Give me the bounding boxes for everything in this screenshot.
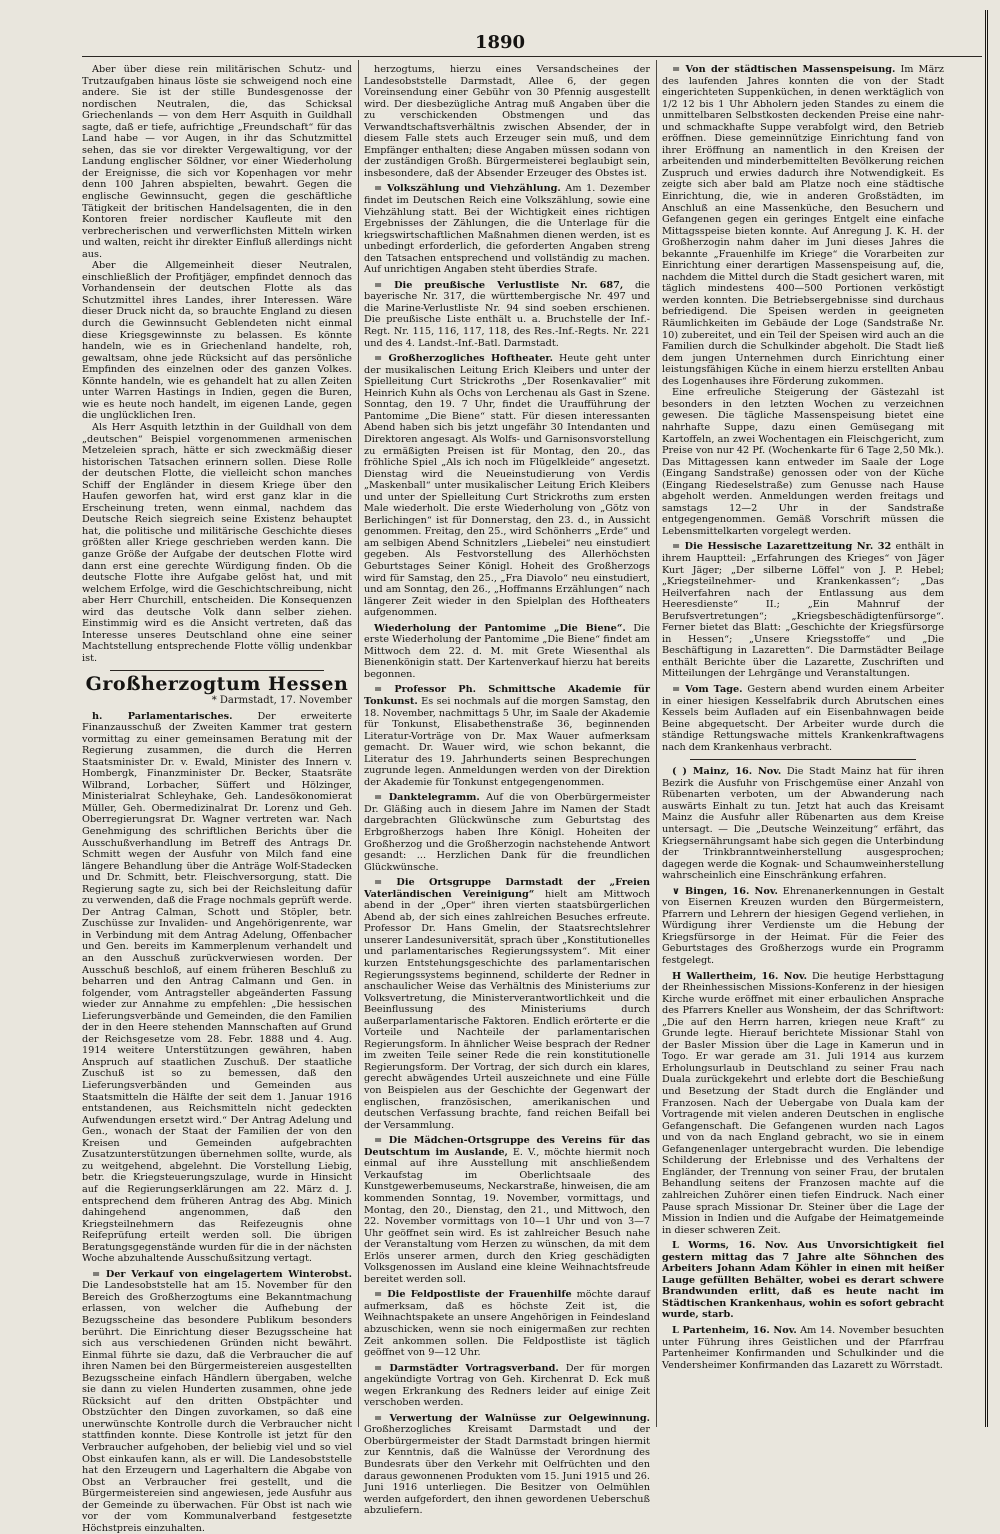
item-heading: = Von der städtischen Massenspeisung. (672, 64, 896, 75)
item-body: Im März des laufenden Jahres konnten die von der Stadt eingerichteten Suppenküchen, in denen werktäglich von 1/2 12 bis 1 Uhr Abholern jeden Standes zu einem die unmittelbaren Selbstkosten deckenden Preise eine nahr- und schmackhafte Suppe verabfolgt wird, den Betrieb eröffnen. Diese gemeinnützige Einrichtung fand von ihrer Eröffnung an namentlich in den Kreisen der arbeitenden und minderbemittelten Bevölkerung reichen Zuspruch und erwies dadurch ihre Notwendigkeit. Es zeigte sich aber bald am Platze noch eine städtische Einrichtung, die, wie in anderen Großstädten, im Anschluß an eine Massenküche, den Besuchern und Gefangenen gegen ein geringes Entgelt eine einfache Mittagsspeise bieten konnte. Auf Anregung J. K. H. der Großherzogin nahm daher im Juni dieses Jahres die bekannte „Frauenhilfe im Kriege“ die Vorarbeiten zur Einrichtung einer derartigen Massenspeisung auf, die, nachdem die Mittel durch die Stadt gesichert waren, mit täglich mindestens 400—500 Portionen verköstigt werden konnten. Die Betriebsergebnisse sind durchaus befriedigend. Die Speisen werden in geeigneten Räumlichkeiten im Gebäude der Loge (Sandstraße Nr. 10) zubereitet, und ein Teil der Speisen wird auch an die Familien durch die Schulkinder abgeholt. Die Stadt ließ dem jungen Unternehmen durch Einrichtung einer leistungsfähigen Küche in einem hierzu erstellten Anbau des Logenhauses ihre Förderung zukommen. (662, 64, 944, 387)
item-body: Die heutige Herbsttagung der Rheinhessischen Missions-Konferenz in der hiesigen Kirche wurde eröffnet mit einer erbaulichen Ansprache des Pfarrers Kneller aus Wonsheim, der das Schriftwort: „Die auf den Herrn harren, kriegen neue Kraft“ zu Grunde legte. Hierauf berichtete Missionar Stahl von der Basler Mission über die Lage in Kamerun und in Togo. Er war gerade am 31. Juli 1914 aus kurzem Erholungsurlaub in Deutschland zu seiner Frau nach Duala zurückgekehrt und erlebte dort die Beschießung und Besetzung der Stadt durch die Engländer und Franzosen. Nach der Uebergabe von Duala kam der Vortragende mit vielen anderen Deutschen in englische Gefangenschaft. Die Gefangenen wurden nach Lagos und von da nach England gebracht, wo sie in einem Gefangenenlager untergebracht wurden. Die lebendige Schilderung der Erlebnisse und des Verhaltens der Engländer, der Trennung von seiner Frau, der brutalen Behandlung seitens der Franzosen machte auf die zahlreichen Zuhörer einen tiefen Eindruck. Nach einer Pause sprach Missionar Dr. Steiner über die Lage der Mission in Indien und die Aufgabe der Heimatgemeinde in dieser schweren Zeit. (662, 970, 944, 1236)
item-heading: = Der Verkauf von eingelagertem Winterobst. (92, 1268, 352, 1280)
news-item (662, 886, 944, 967)
item-heading: L Partenheim, 16. Nov. (672, 1324, 797, 1336)
page-edge-border (985, 10, 988, 1427)
item-body: Der für morgen angekündigte Vortrag von Geh. Kirchenrat D. Eck muß wegen Erkrankung des Redners leider auf einige Zeit verschoben werden. (364, 1362, 650, 1409)
item-body: Großherzogliches Kreisamt Darmstadt und der Oberbürgermeister der Stadt Darmstadt bringen hiermit zur Kenntnis, daß die Walnüsse der Verordnung des Bundesrats über den Verkehr mit Oelfrüchten und den daraus gewonnenen Produkten vom 15. Juni 1915 und 26. Juni 1916 unterliegen. Die Besitzer von Oelmühlen werden aufgefordert, den ihnen gewordenen Ueberschuß abzuliefern. (364, 1424, 650, 1517)
news-item (364, 792, 650, 873)
news-item (662, 1240, 944, 1321)
item-body: Am 14. November besuchten unter Führung ihres Geistlichen und der Pfarrfrau Partenheimer Konfirmanden und Schulkinder und die Vendersheimer Konfirmanden das Lazarett zu Wörrstadt. (662, 1324, 944, 1371)
item-body: Ehrenanerkennungen in Gestalt von Eisernen Kreuzen wurden den Bürgermeistern, Pfarrern und Lehrern der hiesigen Gegend verliehen, in Würdigung ihrer Verdienste um die Hebung der Kriegsfürsorge in der Heimat. Für die Feier des Geburtstages des Großherzogs wurde ein Programm festgelegt. (662, 885, 944, 967)
item-body: hielt am Mittwoch abend in der „Oper“ ihren vierten staatsbürgerlichen Abend ab, der sich eines zahlreichen Besuches erfreute. Professor Dr. Hans Gmelin, der Staatsrechtslehrer unserer Landesuniversität, sprach über „Konstitutionelles und parlamentarisches Regierungssystem“. Mit einer kurzen Entstehungsgeschichte des parlamentarischen Regierungssystems beginnend, schilderte der Redner in anschaulicher Weise das Verhältnis des Ministeriums zur Volksvertretung, die Ministerverantwortlichkeit und die Beeinflussung des Ministeriums durch außerparlamentarische Faktoren. Endlich erörterte er die Vorteile und Nachteile der parlamentarischen Regierungsform. In ähnlicher Weise besprach der Redner im zweiten Teile seiner Rede die rein konstitutionelle Regierungsform. Der Vortrag, der sich durch ein klares, gerecht abwägendes Urteil auszeichnete und eine Fülle von Beispielen aus der Geschichte der Gegenwart der englischen, französischen, amerikanischen und deutschen Verfassung brachte, fand reichen Beifall bei der Versammlung. (364, 888, 650, 1131)
item-heading: = Volkszählung und Viehzählung. (374, 183, 561, 195)
news-item (364, 280, 650, 349)
news-item (364, 623, 650, 681)
news-item (82, 1269, 352, 1534)
item-body: E. V., möchte hiermit noch einmal auf ihre Ausstellung mit anschließendem Verkaufstag im Oberlichtsaale des Kunstgewerbemuseums, Neckarstraße, hinweisen, die am kommenden Sonntag, 19. November, vormittags, und Montag, den 20., Dienstag, den 21., und Mittwoch, den 22. November vormittags von 10—1 Uhr und von 3—7 Uhr geöffnet sein wird. Es ist zahlreicher Besuch nahe der Veranstaltung vom Herzen zu wünschen, da mit dem Erlös unserer armen, durch den Krieg geschädigten Volksgenossen im Ausland eine kleine Weihnachtsfreude bereitet werden soll. (364, 1146, 650, 1285)
item-heading: = Die Hessische Lazarettzeitung Nr. 32 (672, 541, 892, 553)
item-heading: Wiederholung der Pantomime „Die Biene“. (374, 622, 626, 634)
item-heading: = Die Mädchen-Ortsgruppe des Vereins für das Deutschtum im Auslande, (364, 1135, 650, 1158)
news-item (364, 183, 650, 275)
article-paragraph: Als Herr Asquith letzthin in der Guildhall von dem „deutschen“ Beispiel vorgenommenen armenischen Metzeleien sprach, hätte er sich zweckmäßig dieser historischen Tatsachen erinnern sollen. Diese Rolle der deutschen Flotte, die vielleicht schon manches Schiff der Engländer in diesem Kriege über den Haufen geworfen hat, wird erst ganz klar in die Erscheinung treten, wenn einmal, nachdem das Deutsche Reich siegreich seine Existenz behauptet hat, die politische und militärische Geschichte dieses größten aller Kriege geschrieben werden kann. Die ganze Größe der Aufgabe der deutschen Flotte wird dann erst eine gerechte Würdigung finden. Ob die deutsche Flotte ihre Aufgabe gelöst hat, und mit welchem Erfolge, wird die Geschichtschreibung, nicht aber Herr Churchill, entscheiden. Die Konsequenzen wird das deutsche Volk dann selber ziehen. Einstimmig wird es die Ansicht vertreten, daß das Interesse unseres Deutschland ohne eine seiner Machtstellung entsprechende Flotte völlig undenkbar ist. (82, 421, 352, 664)
news-item (82, 711, 352, 1265)
item-body: die bayerische Nr. 317, die württembergische Nr. 497 und die Marine-Verlustliste Nr. 94 sind soeben erschienen. Die preußische Liste enthält u. a. Bruchstelle der Inf.-Regt. Nr. 115, 116, 117, 118, des Res.-Inf.-Regts. Nr. 221 und des 4. Landst.-Inf.-Batl. Darmstadt. (364, 279, 650, 349)
header-rule (82, 56, 982, 57)
dateline: * Darmstadt, 17. November (211, 694, 352, 706)
article-paragraph: Aber über diese rein militärischen Schutz- und Trutzaufgaben hinaus löste sie schweigend noch eine andere. Sie ist der stille Bundesgenosse der nordischen Neutralen, die, das Schicksal Griechenlands — von dem Herr Asquith in Guildhall sagte, daß er tiefe, aufrichtige „Freundschaft“ für das Land habe — vor Augen, in ihr das Schutzmittel sehen, das sie vor direkter Vergewaltigung, vor der Landung englischer Söldner, vor einer Wiederholung der Ereignisse, die sich vor Kopenhagen vor mehr denn 100 Jahren abspielten, bewahrt. Gegen die englische Gewinnsucht, gegen die geschäftliche Tätigkeit der britischen Handelsagenten, die in den Kontoren freier nordischer Kaufleute mit den verbrecherischen und verwerflichsten Mitteln wirken und walten, reicht ihr direkter Einfluß allerdings nicht aus. (82, 64, 352, 260)
news-item (364, 1135, 650, 1285)
item-heading: ( ) Mainz, 16. Nov. (672, 766, 782, 778)
item-heading: h. Parlamentarisches. (92, 710, 233, 722)
section-rule (690, 759, 916, 760)
item-body: enthält in ihrem Hauptteil: „Erfahrungen des Krieges“ von Jäger Kurt Jäger; „Der silberne Löffel“ von J. P. Hebel; „Kriegsteilnehmer- und Krankenkassen“; „Das Heilverfahren nach der Entlassung aus dem Heeresdienste“ II.; „Ein Mahnruf der Berufsvertretungen“; „Kriegsbeschädigtenfürsorge“. Ferner bietet das Blatt: „Geschichte der Kriegsfürsorge in Hessen“; „Unsere Kriegsstoffe“ und „Die Beschäftigung in Lazaretten“. Die Darmstädter Beilage enthält Berichte über die Lazarette, Zuschriften und Mitteilungen der Lehrgänge und Veranstaltungen. (662, 541, 944, 680)
item-body: Aus Unvorsichtigkeit fiel gestern mittag das 7 Jahre alte Söhnchen des Arbeiters Johann Adam Köhler in einen mit heißer Lauge gefüllten Behälter, wobei es derart schwere Brandwunden erlitt, daß es heute nacht im Städtischen Krankenhaus, wohin es sofort gebracht wurde, starb. (662, 1240, 944, 1321)
news-item (364, 1363, 650, 1409)
item-heading: L Worms, 16. Nov. (672, 1240, 789, 1252)
page-number: 1890 (474, 32, 526, 53)
item-heading: = Professor Ph. Schmittsche Akademie für Tonkunst. (364, 684, 650, 707)
item-body: Auf die von Oberbürgermeister Dr. Gläßing auch in diesem Jahre im Namen der Stadt dargebrachten Glückwünsche zum Geburtstag des Erbgroßherzogs haben Ihre Königl. Hoheiten der Großherzog und die Großherzogin nachstehende Antwort gesandt: ... Herzlichen Dank für die freundlichen Glückwünsche. (364, 792, 650, 873)
column-1 (82, 64, 352, 1534)
item-body: Heute geht unter der musikalischen Leitung Erich Kleibers und unter der Spielleitung Curt Strickroths „Der Rosenkavalier“ mit Heinrich Kuhn als Ochs von Lerchenau als Gast in Szene. Sonntag, den 19. 7 Uhr, findet die Uraufführung der Pantomime „Die Biene“ statt. Für diesen interessanten Abend haben sich bis jetzt ungefähr 30 Intendanten und Direktoren angesagt. Als Wolfs- und Garnisonsvorstellung zu ermäßigten Preisen ist für Montag, den 20., das fröhliche Spiel „Als ich noch im Flügelkleide“ angesetzt. Dienstag wird die Neueinstudierung von Verdis „Maskenball“ unter musikalischer Leitung Erich Kleibers und unter der Spielleitung Curt Strickroths zum ersten Male wiederholt. Die erste Wiederholung von „Götz von Berlichingen“ ist für Donnerstag, den 23. d., in Aussicht genommen. Freitag, den 25., wird Schönherrs „Erde“ und am selbigen Abend Schnitzlers „Liebelei“ neu einstudiert gegeben. Als Festvorstellung des Allerhöchsten Geburtstages Seiner Königl. Hoheit des Großherzogs wird für Samstag, den 25., „Fra Diavolo“ neu einstudiert, und am Sonntag, den 26., „Hoffmanns Erzählungen“ nach längerer Zeit wieder in den Spielplan des Hoftheaters aufgenommen. (364, 353, 650, 619)
item-body: Die erste Wiederholung der Pantomime „Die Biene“ findet am Mittwoch dem 22. d. M. mit Grete Wiesenthal als Bienenkönigin statt. Der Kartenverkauf hierzu hat bereits begonnen. (364, 622, 650, 680)
news-item (662, 684, 944, 753)
news-item (364, 353, 650, 619)
section-title: Großherzogtum Hessen (85, 673, 349, 696)
column-2 (364, 64, 650, 1517)
item-heading: = Die Ortsgruppe Darmstadt der „Freien Vaterländischen Vereinigung“ (364, 877, 650, 900)
news-item (364, 877, 650, 1131)
column-3 (662, 64, 944, 1427)
item-heading: = Großherzogliches Hoftheater. (374, 353, 553, 365)
column-divider-1 (358, 60, 359, 1427)
article-paragraph: herzogtums, hierzu eines Versandscheines der Landesobststelle Darmstadt, Allee 6, der gegen Voreinsendung einer Gebühr von 30 Pfennig ausgestellt wird. Der diesbezügliche Antrag muß Angaben über die zu verschickenden Obstmengen und das Verwandtschaftsverhältnis zwischen Absender, der in diesem Falle stets auch Erzeuger sein muß, und dem Empfänger enthalten; diese Angaben müssen sodann von der zuständigen Großh. Bürgermeisterei beglaubigt sein, insbesondere, daß der Absender Erzeuger des Obstes ist. (364, 64, 650, 179)
news-item (662, 971, 944, 1237)
item-body: Die Stadt Mainz hat für ihren Bezirk die Ausfuhr von Frischgemüse einer Anzahl von Rübenarten verboten, um der Abwanderung nach auswärts Einhalt zu tun. Jetzt hat auch das Kreisamt Mainz die Ausfuhr aller Rübenarten aus dem Kreise untersagt. — Die „Deutsche Weinzeitung“ erfährt, das Kriegsernährungsamt habe sich gegen die Unterbindung der Trinkbranntweinherstellung ausgesprochen; dagegen werde die Kognak- und Schaumweinherstellung wahrscheinlich eine Einschränkung erfahren. (662, 766, 944, 882)
news-item (662, 541, 944, 680)
item-body: Es sei nochmals auf die morgen Samstag, den 18. November, nachmittags 5 Uhr, im Saale der Akademie für Tonkunst, Elisabethenstraße 36, beginnenden Literatur-Vorträge von Dr. Max Wauer aufmerksam gemacht. Dr. Wauer wird, wie schon bekannt, die Literatur des 19. Jahrhunderts seinen Besprechungen zugrunde legen. Anmeldungen werden von der Direktion der Akademie für Tonkunst entgegengenommen. (364, 695, 650, 788)
item-heading: = Darmstädter Vortragsverband. (374, 1362, 559, 1374)
item-heading: = Danktelegramm. (374, 792, 480, 804)
news-item (364, 684, 650, 788)
column-divider-2 (656, 60, 657, 1427)
item-heading: H Wallertheim, 16. Nov. (672, 970, 807, 982)
article-paragraph: Aber die Allgemeinheit dieser Neutralen, einschließlich der Profitjäger, empfindet dennoch das Vorhandensein der deutschen Flotte als das Schutzmittel ihres Landes, ihrer Interessen. Wäre dieser Druck nicht da, so brauchte England zu diesen durch die Gewinnsucht Geblendeten nicht einmal diese Kriegsgewinnste zu belassen. Es könnte handeln, wie es in Griechenland handelte, roh, gewaltsam, ohne jede Rücksicht auf das persönliche Empfinden des einzelnen oder des ganzen Volkes. Könnte handeln, wie es gehandelt hat zu allen Zeiten unter Warren Hastings in Indien, gegen die Buren, wie es heute noch handelt, im eigenen Lande, gegen die unglücklichen Iren. (82, 260, 352, 422)
item-body: Die Landesobststelle hat am 15. November für den Bereich des Großherzogtums eine Bekanntmachung erlassen, von welcher die Aufhebung der Bezugsscheine das besondere Publikum besonders berührt. Die Einrichtung dieser Bezugsscheine hat sich aus verschiedenen Gründen nicht bewährt. Einmal führte sie dazu, daß die Verbraucher die auf ihren Namen bei den Bürgermeistereien ausgestellten Bezugsscheine einfach Händlern übergaben, welche sie dann zu vielen Hunderten zusammen, ohne jede Rücksicht auf den dritten Obstpächter und Obstzüchter den Dingen zuvorkamen, so daß eine unerwünschte Kontrolle durch die Verbraucher nicht stattfinden konnte. Diese Kontrolle ist jetzt für den Verbraucher aufgehoben, der beliebig viel und so viel Obst einkaufen kann, als er will. Die Landesobststelle hat den Erzeugern und Lagerhaltern die Abgabe von Obst an Verbraucher frei gestellt, und die Bürgermeistereien sind angewiesen, jede Ausfuhr aus der Gemeinde zu überwachen. Für Obst ist nach wie vor der vom Kommunalverband festgesetzte Höchstpreis einzuhalten. (82, 1280, 352, 1534)
item-body: Der erweiterte Finanzausschuß der Zweiten Kammer trat gestern vormittag zu einer gemeinsamen Beratung mit der Regierung zusammen, die durch die Herren Staatsminister Dr. v. Ewald, Minister des Innern v. Hombergk, Finanzminister Dr. Becker, Staatsräte Wilbrand, Lorbacher, Süffert und Hölzinger, Ministerialrat Schleyhake, Geh. Landesökonomierat Müller, Geh. Obermedizinalrat Dr. Lorenz und Geh. Oberregierungsrat Dr. Wagner vertreten war. Nach Genehmigung des schriftlichen Berichts über die Ausschußverhandlung im Betreff des Antrags Dr. Schmitt wegen der Ausfuhr von Milch fand eine längere Behandlung über die Anträge Wolf-Stadecken und Dr. Schmitt, betr. Fleischversorgung, statt. Die Regierung sagte zu, sich bei der Reichsleitung dafür zu verwenden, daß die Frage nochmals geprüft werde. Der Antrag Calman, Schott und Stöpler, betr. Zuschüsse zur Invaliden- und Angehörigenrente, war in Verbindung mit dem Antrag Adelung, Offenbacher und Gen. bereits im Kammerplenum verhandelt und an den Ausschuß zurückverwiesen worden. Der Ausschuß beschloß, auf einem früheren Beschluß zu beharren und den Antrag Calmann und Gen. in folgender, vom Antragsteller abgeänderten Fassung wieder zur Annahme zu empfehlen: „Die hessischen Lieferungsverbände und Gemeinden, die den Familien der in den Heere stehenden Mannschaften auf Grund der Reichsgesetze vom 28. Febr. 1888 und 4. Aug. 1914 weitere Unterstützungen gewähren, haben Anspruch auf staatlichen Zuschuß. Der staatliche Zuschuß ist so zu bemessen, daß den Lieferungsverbänden und Gemeinden aus Staatsmitteln die Hälfte der seit dem 1. Januar 1916 entstandenen, aus Reichsmitteln nicht gedeckten Aufwendungen ersetzt wird.“ Der Antrag Adelung und Gen., wonach der Staat der Familien der von den Kreisen und Gemeinden aufgebrachten Zusatzunterstützungen übernehmen sollte, wurde, als zu weitgehend, abgelehnt. Die Vorstellung Liebig, betr. die Kriegsteuerungszulage, wurde in Hinsicht auf die Regierungserklärungen am 22. März d. J. entsprechend dem früheren Antrag des Abg. Minich dahingehend angenommen, daß den Kriegsteilnehmern das Reifezeugnis ohne Reifeprüfung erteilt werden soll. Die übrigen Beratungsgegenstände wurden für die in der nächsten Woche abzuhaltende Ausschußsitzung vertagt. (82, 710, 352, 1265)
item-body: Am 1. Dezember findet im Deutschen Reich eine Volkszählung, sowie eine Viehzählung statt. Bei der Wichtigkeit eines richtigen Ergebnisses der Zählungen, die die Unterlage für die kriegswirtschaftlichen Maßnahmen dienen werden, ist es unbedingt erforderlich, die geforderten Angaben streng den Tatsachen entsprechend und vollständig zu machen. Auf unrichtigen Angaben steht überdies Strafe. (364, 183, 650, 276)
news-item (364, 1289, 650, 1358)
item-heading: = Die Feldpostliste der Frauenhilfe (374, 1289, 572, 1301)
section-rule (110, 670, 324, 671)
article-paragraph: Eine erfreuliche Steigerung der Gästezahl ist besonders in den letzten Wochen zu verzeichnen gewesen. Die tägliche Massenspeisung bietet eine nahrhafte Suppe, dazu einen Gemüsegang mit Kartoffeln, an zwei Wochentagen ein Fleischgericht, zum Preise von nur 42 Pf. (Wochenkarte für 6 Tage 2,50 Mk.). Das Mittagessen kann entweder im Saale der Loge (Eingang Sandstraße) genossen oder von der Küche (Eingang Riedeselstraße) zum Genusse nach Hause abgeholt werden. Anmeldungen werden freitags und samstags 12—2 Uhr in der Sandstraße entgegengenommen. Gemäß Vorschrift müssen die Lebensmittelkarten vorgelegt werden. (662, 387, 944, 537)
item-body: Gestern abend wurden einem Arbeiter in einer hiesigen Kesselfabrik durch Abrutschen eines Kessels beim Aufladen auf ein Eisenbahnwagen beide Beine abgequetscht. Der Arbeiter wurde durch die ständige Rettungswache mittels Krankenkraftwagens nach dem Krankenhaus verbracht. (662, 683, 944, 753)
item-body: möchte darauf aufmerksam, daß es höchste Zeit ist, die Weihnachtspakete an unsere Angehörigen in Feindesland abzuschicken, wenn sie noch einigermaßen zur rechten Zeit ankommen sollen. Die Feldpostliste ist täglich geöffnet von 9—12 Uhr. (364, 1289, 650, 1359)
item-heading: = Die preußische Verlustliste Nr. 687, (374, 279, 624, 291)
news-item (662, 1325, 944, 1371)
news-item (662, 64, 944, 387)
item-heading: ∨ Bingen, 16. Nov. (672, 885, 778, 897)
news-item (364, 1413, 650, 1517)
item-heading: = Vom Tage. (672, 683, 743, 695)
news-item (662, 766, 944, 881)
item-heading: = Verwertung der Walnüsse zur Oelgewinnung. (374, 1412, 650, 1424)
